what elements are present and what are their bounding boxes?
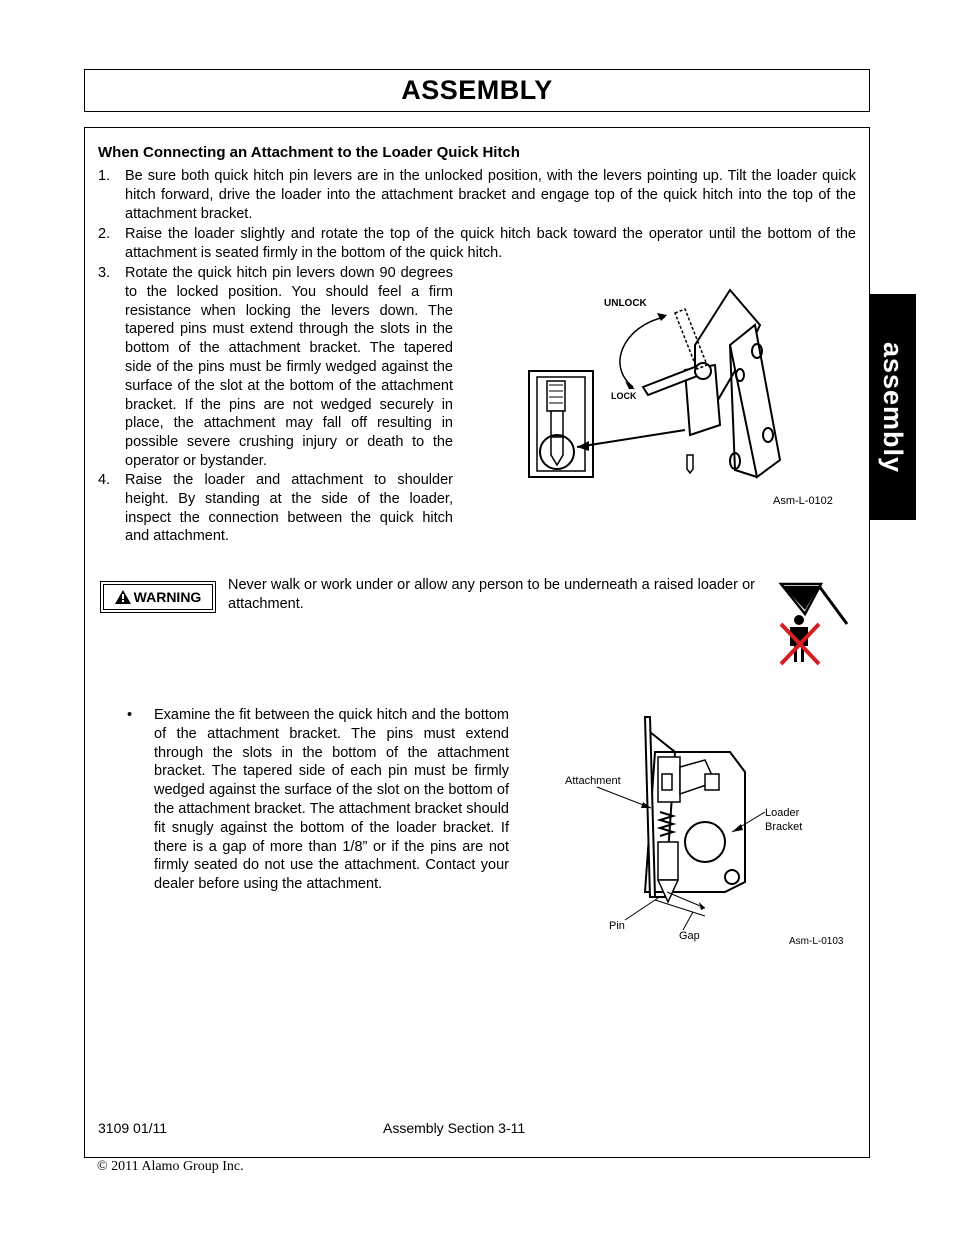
loader-bracket-label-line1: Loader xyxy=(765,807,800,819)
bullet-marker: • xyxy=(127,707,133,723)
lock-label: LOCK xyxy=(611,391,637,401)
doc-number: 3109 01/11 xyxy=(98,1120,168,1136)
figure-2-caption: Asm-L-0103 xyxy=(789,936,844,947)
step-2-number: 2. xyxy=(98,226,111,242)
warning-badge-label: WARNING xyxy=(133,589,202,605)
warning-badge-inner xyxy=(103,584,213,610)
no-standing-under-load-icon xyxy=(775,580,849,668)
header-box xyxy=(84,69,870,112)
attachment-label: Attachment xyxy=(565,775,621,787)
gap-label: Gap xyxy=(679,930,700,942)
figure-1-caption: Asm-L-0102 xyxy=(773,495,833,507)
quick-hitch-lever-figure xyxy=(525,285,845,515)
warning-triangle-icon xyxy=(115,590,131,604)
side-tab xyxy=(870,294,916,520)
copyright: © 2011 Alamo Group Inc. xyxy=(97,1159,244,1174)
step-4-text: Raise the loader and attachment to shoulder height. By standing at the side of the loader, inspect the connection between the quick hitch and attachment. xyxy=(125,472,453,545)
step-4-number: 4. xyxy=(98,472,111,488)
warning-badge xyxy=(100,581,216,613)
side-tab-label: assembly xyxy=(878,341,909,473)
step-3-text: Rotate the quick hitch pin levers down 90 degrees to the locked position. You should feel a firm resistance when locking the levers down. The tapered pins must extend through the slots in the bottom of the attachment bracket. The tapered side of the pins must be firmly wedged against the surface of the slot at the bottom of the attachment bracket. If the pins are not wedged securely in place, the attachment may fall off resulting in possible severe crushing injury or death to the operator or bystander. xyxy=(125,265,453,469)
step-1-number: 1. xyxy=(98,168,111,184)
warning-text: Never walk or work under or allow any person to be underneath a raised loader or attachment. xyxy=(228,577,755,612)
step-3-number: 3. xyxy=(98,265,111,281)
page-title: ASSEMBLY xyxy=(401,75,553,105)
section-page-label: Assembly Section 3-11 xyxy=(383,1120,526,1136)
section-heading: When Connecting an Attachment to the Loader Quick Hitch xyxy=(98,144,520,161)
bracket-fit-figure xyxy=(555,712,855,952)
unlock-label: UNLOCK xyxy=(604,298,647,309)
loader-bracket-label-line2: Bracket xyxy=(765,821,803,833)
step-2-text: Raise the loader slightly and rotate the top of the quick hitch back toward the operator until the bottom of the attachment is seated firmly in the bottom of the quick hitch. xyxy=(125,226,856,261)
step-1-text: Be sure both quick hitch pin levers are in the unlocked position, with the levers pointing up. Tilt the loader quick hitch forward, drive the loader into the attachment bracket and engage top of the quick hitch into the top of the attachment bracket. xyxy=(125,168,856,222)
pin-label: Pin xyxy=(609,920,625,932)
bullet-text: Examine the fit between the quick hitch and the bottom of the attachment bracket. The pins must extend through the slots in the bottom of the attachment bracket. The tapered side of each pin must be firmly wedged against the surface of the slot on the bottom of the attachment bracket. The attachment bracket should fit snugly against the bottom of the loader bracket. If there is a gap of more than 1/8” or if the pins are not firmly seated do not use the attachment. Contact your dealer before using the attachment. xyxy=(154,707,509,893)
